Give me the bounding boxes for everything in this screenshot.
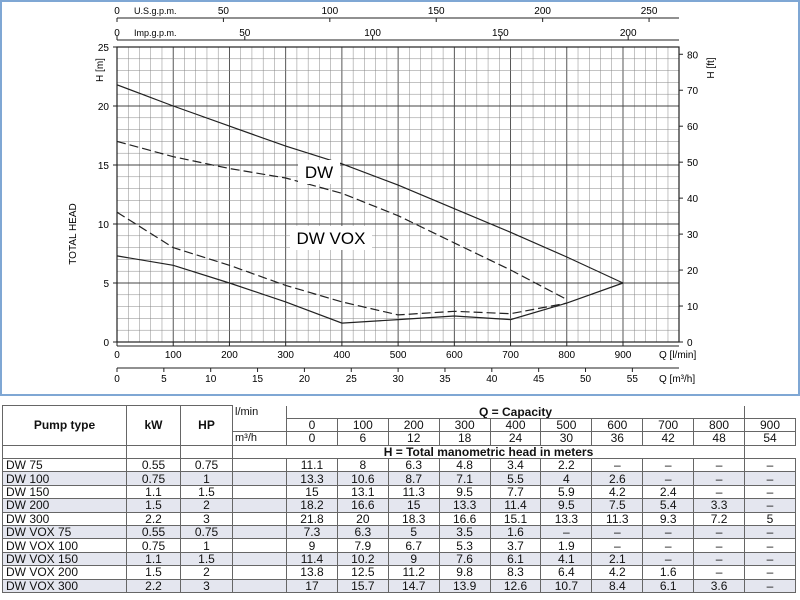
head-value-cell: 13.3 (439, 499, 490, 512)
head-value-cell: 5.5 (490, 472, 541, 485)
spacer-cell (233, 579, 287, 592)
y-tick-label-ft: 60 (687, 122, 699, 134)
head-value-cell: 9.8 (439, 566, 490, 579)
head-value-cell: 6.1 (643, 579, 694, 592)
head-caption: H = Total manometric head in meters (233, 445, 745, 458)
capacity-header: Q = Capacity (287, 406, 745, 419)
head-value-cell: 1.6 (490, 526, 541, 539)
flow-lmin-cell: 300 (439, 418, 490, 431)
top-axis-label-usgpm: U.S.g.p.m. (134, 6, 177, 16)
head-value-cell: 11.2 (388, 566, 439, 579)
hp-cell: 2 (181, 566, 233, 579)
x-axis-label-m3h: Q [m³/h] (659, 374, 696, 385)
head-value-cell: – (592, 539, 643, 552)
head-value-cell: 2.2 (541, 459, 592, 472)
head-value-cell: 1.6 (643, 566, 694, 579)
top-tick-label-usgpm: 100 (321, 6, 339, 17)
x-tick-label-m3h: 0 (114, 374, 120, 385)
kw-cell: 0.55 (127, 459, 181, 472)
head-value-cell: 11.1 (287, 459, 338, 472)
x-tick-label-lmin: 500 (389, 350, 407, 361)
head-value-cell: 11.3 (388, 485, 439, 498)
flow-lmin-cell: 200 (388, 418, 439, 431)
flow-m3h-cell: 0 (287, 432, 338, 445)
flow-lmin-cell: 100 (337, 418, 388, 431)
pump-type-header: Pump type (3, 406, 127, 446)
y-tick-label-ft: 0 (687, 338, 693, 349)
head-value-cell: 6.7 (388, 539, 439, 552)
series-label-2: DW VOX (296, 229, 366, 248)
x-tick-label-lmin: 200 (221, 350, 238, 361)
performance-table-body (3, 445, 796, 592)
hp-cell: 3 (181, 579, 233, 592)
head-value-cell: 3.4 (490, 459, 541, 472)
flow-m3h-cell: 42 (643, 432, 694, 445)
hp-cell: 1.5 (181, 485, 233, 498)
head-value-cell: 15.1 (490, 512, 541, 525)
flow-lmin-cell: 700 (643, 418, 694, 431)
y-tick-label-ft: 30 (687, 230, 699, 242)
head-value-cell: 7.5 (592, 499, 643, 512)
head-value-cell: 9 (287, 539, 338, 552)
x-tick-label-m3h: 5 (161, 374, 167, 385)
head-value-cell: – (694, 539, 745, 552)
head-value-cell: – (694, 459, 745, 472)
head-value-cell: – (745, 472, 796, 485)
head-value-cell: 15.7 (337, 579, 388, 592)
hp-cell: 1.5 (181, 552, 233, 565)
head-value-cell: 12.5 (337, 566, 388, 579)
left-axis-label: H [m] (95, 58, 106, 82)
unit-lmin-label: l/min (233, 406, 287, 419)
top-axis-label-impgpm: Imp.g.p.m. (134, 28, 177, 38)
y-tick-label-ft: 50 (687, 158, 699, 170)
head-value-cell: 3.3 (694, 499, 745, 512)
head-value-cell: – (745, 539, 796, 552)
kw-cell: 0.75 (127, 472, 181, 485)
head-value-cell: – (643, 526, 694, 539)
x-tick-label-lmin: 300 (277, 350, 295, 361)
pump-name-cell: DW VOX 100 (3, 539, 127, 552)
head-value-cell: – (745, 579, 796, 592)
x-tick-label-lmin: 900 (614, 350, 632, 361)
top-tick-label-usgpm: 50 (217, 6, 229, 17)
spacer-cell (233, 499, 287, 512)
head-value-cell: 3.5 (439, 526, 490, 539)
hp-cell: 1 (181, 472, 233, 485)
table-row (3, 552, 796, 565)
flow-m3h-cell: 30 (541, 432, 592, 445)
spacer-cell (233, 526, 287, 539)
flow-lmin-cell: 600 (592, 418, 643, 431)
series-label-1: DW (304, 163, 334, 182)
head-value-cell: – (592, 526, 643, 539)
head-value-cell: 4.2 (592, 485, 643, 498)
x-tick-label-m3h: 35 (439, 374, 451, 385)
head-value-cell: – (694, 485, 745, 498)
head-value-cell: 17 (287, 579, 338, 592)
flow-m3h-cell: 24 (490, 432, 541, 445)
x-tick-label-m3h: 20 (298, 374, 310, 385)
x-tick-label-m3h: 30 (392, 374, 404, 385)
head-value-cell: 6.3 (388, 459, 439, 472)
spacer-cell (233, 459, 287, 472)
y-tick-label-ft: 20 (687, 266, 699, 278)
head-value-cell: 7.9 (337, 539, 388, 552)
kw-cell: 1.1 (127, 552, 181, 565)
head-value-cell: 10.2 (337, 552, 388, 565)
head-value-cell: 13.8 (287, 566, 338, 579)
head-value-cell: 7.7 (490, 485, 541, 498)
y-tick-label-ft: 40 (687, 194, 699, 206)
spacer-cell (233, 539, 287, 552)
hp-cell: 2 (181, 499, 233, 512)
head-value-cell: – (745, 485, 796, 498)
head-value-cell: 2.4 (643, 485, 694, 498)
hp-cell: 0.75 (181, 526, 233, 539)
performance-table (2, 405, 796, 593)
head-value-cell: 20 (337, 512, 388, 525)
head-value-cell: – (745, 459, 796, 472)
head-value-cell: – (694, 526, 745, 539)
head-value-cell: 21.8 (287, 512, 338, 525)
head-value-cell: – (745, 552, 796, 565)
head-value-cell: 8.7 (388, 472, 439, 485)
head-value-cell: 16.6 (337, 499, 388, 512)
table-row (3, 526, 796, 539)
head-value-cell: 6.1 (490, 552, 541, 565)
x-tick-label-m3h: 15 (251, 374, 264, 385)
head-value-cell: 13.1 (337, 485, 388, 498)
head-value-cell: 8.4 (592, 579, 643, 592)
kw-cell: 1.1 (127, 485, 181, 498)
top-tick-label-impgpm: 150 (492, 28, 509, 39)
kw-cell: 0.55 (127, 526, 181, 539)
head-value-cell: 6.3 (337, 526, 388, 539)
head-value-cell: 15 (287, 485, 338, 498)
spacer-cell (233, 472, 287, 485)
y-tick-label-m: 20 (97, 102, 109, 113)
x-tick-label-m3h: 40 (486, 374, 498, 385)
head-value-cell: – (643, 472, 694, 485)
head-value-cell: 10.7 (541, 579, 592, 592)
head-value-cell: 11.4 (287, 552, 338, 565)
head-value-cell: 1.9 (541, 539, 592, 552)
head-value-cell: 18.2 (287, 499, 338, 512)
hp-cell: 3 (181, 512, 233, 525)
head-value-cell: 5.9 (541, 485, 592, 498)
head-value-cell: – (745, 499, 796, 512)
head-value-cell: 11.3 (592, 512, 643, 525)
top-tick-label-impgpm: 0 (114, 28, 120, 39)
table-row (3, 579, 796, 592)
head-value-cell: – (745, 526, 796, 539)
hp-cell: 0.75 (181, 459, 233, 472)
head-value-cell: 3.6 (694, 579, 745, 592)
x-tick-label-lmin: 600 (445, 350, 463, 361)
head-value-cell: 13.3 (287, 472, 338, 485)
head-value-cell: 4.8 (439, 459, 490, 472)
flow-m3h-cell: 6 (337, 432, 388, 445)
y-axis-title: TOTAL HEAD (68, 203, 79, 265)
x-tick-label-lmin: 100 (164, 350, 182, 361)
flow-m3h-cell: 36 (592, 432, 643, 445)
head-value-cell: 8 (337, 459, 388, 472)
head-value-cell: 9.3 (643, 512, 694, 525)
head-value-cell: – (694, 566, 745, 579)
top-tick-label-usgpm: 150 (427, 6, 445, 17)
head-value-cell: 5.4 (643, 499, 694, 512)
head-value-cell: – (541, 526, 592, 539)
head-value-cell: – (694, 472, 745, 485)
x-axis-label-lmin: Q [l/min] (659, 350, 697, 361)
head-value-cell: 15 (388, 499, 439, 512)
x-tick-label-m3h: 25 (345, 374, 357, 385)
head-value-cell: 9.5 (439, 485, 490, 498)
head-value-cell: 5.3 (439, 539, 490, 552)
x-tick-label-lmin: 0 (114, 350, 120, 361)
head-value-cell: 7.2 (694, 512, 745, 525)
head-value-cell: 7.3 (287, 526, 338, 539)
table-row (3, 499, 796, 512)
pump-name-cell: DW VOX 150 (3, 552, 127, 565)
x-tick-label-lmin: 400 (333, 350, 351, 361)
head-value-cell: 2.6 (592, 472, 643, 485)
head-value-cell: 7.6 (439, 552, 490, 565)
head-value-cell: 13.3 (541, 512, 592, 525)
right-axis-label: H [ft] (706, 57, 717, 79)
pump-name-cell: DW 150 (3, 485, 127, 498)
pump-name-cell: DW VOX 75 (3, 526, 127, 539)
y-tick-label-m: 15 (97, 161, 109, 172)
head-value-cell: – (745, 566, 796, 579)
y-tick-label-m: 10 (97, 220, 109, 231)
x-tick-label-m3h: 45 (533, 374, 545, 385)
table-row (3, 512, 796, 525)
head-value-cell: 13.9 (439, 579, 490, 592)
head-value-cell: 7.1 (439, 472, 490, 485)
head-value-cell: – (643, 552, 694, 565)
pump-name-cell: DW 200 (3, 499, 127, 512)
head-value-cell: 4 (541, 472, 592, 485)
head-value-cell: 3.7 (490, 539, 541, 552)
flow-m3h-cell: 54 (745, 432, 796, 445)
y-tick-label-ft: 70 (687, 86, 699, 98)
kw-cell: 2.2 (127, 512, 181, 525)
head-value-cell: 11.4 (490, 499, 541, 512)
head-value-cell: 12.6 (490, 579, 541, 592)
pump-name-cell: DW VOX 200 (3, 566, 127, 579)
pump-name-cell: DW VOX 300 (3, 579, 127, 592)
kw-header: kW (127, 406, 181, 446)
x-tick-label-m3h: 10 (205, 374, 217, 385)
unit-spacer-cell (233, 418, 287, 431)
head-value-cell: – (592, 459, 643, 472)
head-value-cell: 10.6 (337, 472, 388, 485)
spacer-cell (233, 566, 287, 579)
y-tick-label-ft: 10 (687, 302, 699, 314)
y-tick-label-m: 25 (97, 43, 109, 54)
x-tick-label-lmin: 700 (502, 350, 519, 361)
top-tick-label-usgpm: 0 (114, 6, 120, 17)
top-tick-label-impgpm: 100 (364, 28, 381, 39)
hp-cell: 1 (181, 539, 233, 552)
head-value-cell: 2.1 (592, 552, 643, 565)
unit-m3h-label: m³/h (233, 432, 287, 445)
x-tick-label-m3h: 55 (626, 374, 638, 385)
top-tick-label-impgpm: 200 (619, 28, 637, 39)
y-tick-label-m: 5 (103, 279, 109, 290)
pump-curve-chart (2, 2, 798, 394)
head-value-cell: 4.1 (541, 552, 592, 565)
head-value-cell: 9.5 (541, 499, 592, 512)
flow-lmin-cell: 400 (490, 418, 541, 431)
x-tick-label-m3h: 50 (579, 374, 592, 385)
kw-cell: 2.2 (127, 579, 181, 592)
top-tick-label-impgpm: 50 (239, 28, 251, 39)
flow-m3h-cell: 12 (388, 432, 439, 445)
y-tick-label-m: 0 (103, 338, 109, 349)
flow-lmin-cell: 0 (287, 418, 338, 431)
head-value-cell: 5 (388, 526, 439, 539)
head-value-cell: 8.3 (490, 566, 541, 579)
spacer-cell (233, 552, 287, 565)
flow-lmin-cell: 800 (694, 418, 745, 431)
kw-cell: 1.5 (127, 499, 181, 512)
y-tick-label-ft: 80 (687, 50, 699, 62)
table-row (3, 472, 796, 485)
head-value-cell: 5 (745, 512, 796, 525)
head-value-cell: 14.7 (388, 579, 439, 592)
head-value-cell: 4.2 (592, 566, 643, 579)
pump-name-cell: DW 300 (3, 512, 127, 525)
kw-cell: 0.75 (127, 539, 181, 552)
head-value-cell: 18.3 (388, 512, 439, 525)
flow-lmin-cell: 900 (745, 418, 796, 431)
table-row (3, 459, 796, 472)
kw-cell: 1.5 (127, 566, 181, 579)
top-tick-label-usgpm: 250 (640, 6, 658, 17)
spacer-cell (233, 512, 287, 525)
table-row (3, 539, 796, 552)
pump-name-cell: DW 100 (3, 472, 127, 485)
head-value-cell: 16.6 (439, 512, 490, 525)
x-tick-label-lmin: 800 (558, 350, 576, 361)
head-value-cell: 9 (388, 552, 439, 565)
head-value-cell: – (643, 539, 694, 552)
flow-m3h-cell: 18 (439, 432, 490, 445)
head-value-cell: – (694, 552, 745, 565)
table-row (3, 566, 796, 579)
head-value-cell: – (643, 459, 694, 472)
top-tick-label-usgpm: 200 (534, 6, 551, 17)
spacer-cell (233, 485, 287, 498)
pump-name-cell: DW 75 (3, 459, 127, 472)
table-row (3, 485, 796, 498)
hp-header: HP (181, 406, 233, 446)
flow-lmin-cell: 500 (541, 418, 592, 431)
head-value-cell: 6.4 (541, 566, 592, 579)
flow-m3h-cell: 48 (694, 432, 745, 445)
head-caption-row (3, 445, 796, 458)
